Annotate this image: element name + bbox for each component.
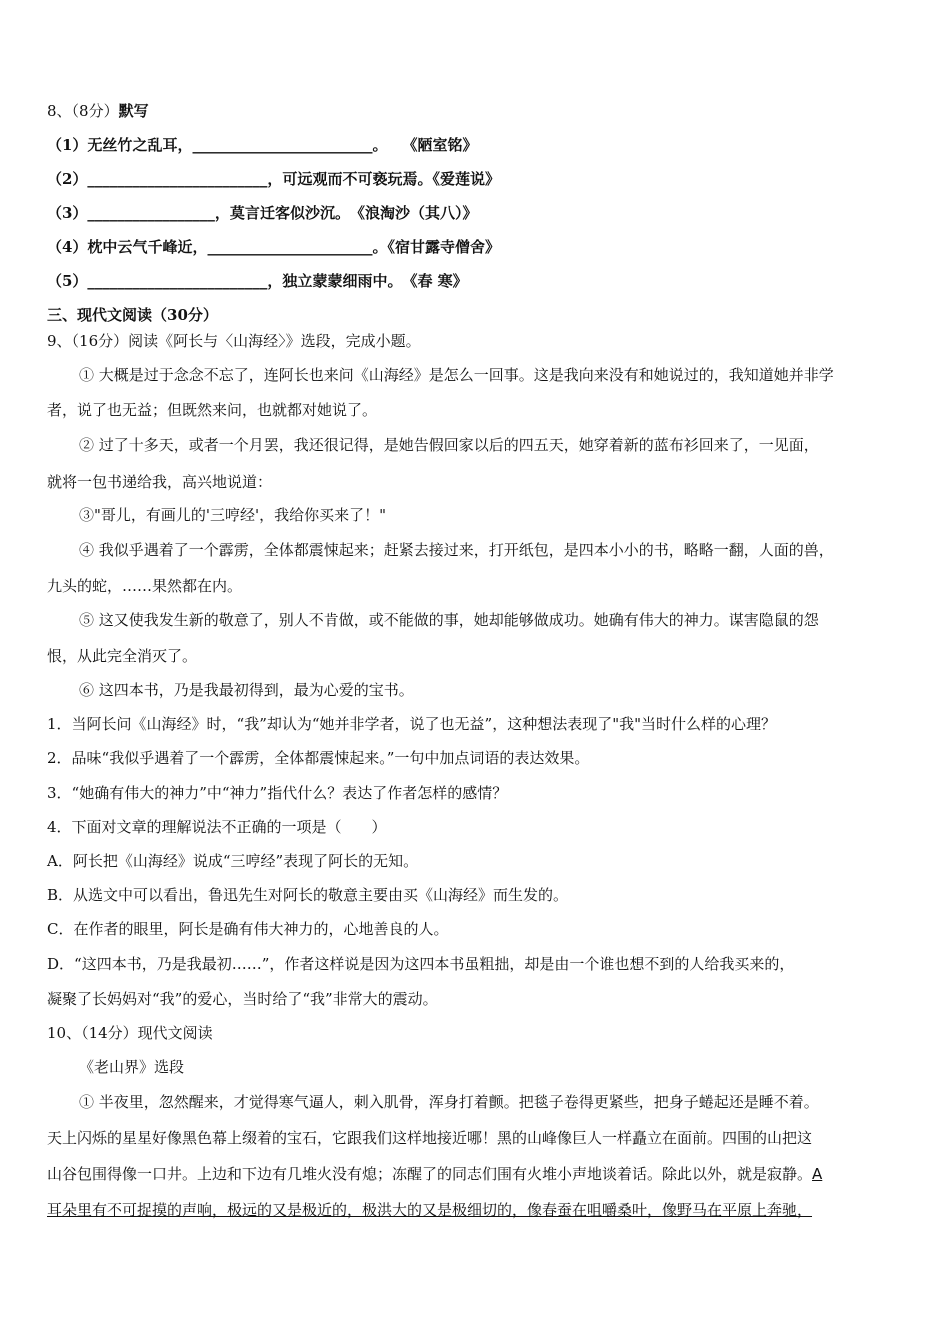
q8-title-prefix: 8、（8分） bbox=[47, 102, 119, 120]
q9-para6: ⑥ 这四本书，乃是我最初得到，最为心爱的宝书。 bbox=[79, 681, 414, 699]
q10-para1-line1: ① 半夜里，忽然醒来，才觉得寒气逼人，刺入肌骨，浑身打着颤。把毯子卷得更紧些，把身子蜷起还是睡不着。 bbox=[79, 1093, 819, 1111]
q9-para1-line2: 者，说了也无益；但既然来问，也就都对她说了。 bbox=[47, 401, 378, 419]
q10-title: 10、（14分）现代文阅读 bbox=[47, 1024, 213, 1042]
q10-para1-line3-text: 山谷包围得像一口井。上边和下边有几堆火没有熄；冻醒了的同志们围有火堆小声地谈着话。除此以外，就是寂静。 bbox=[47, 1165, 813, 1183]
q8-item-3: （3）_________________，莫言迁客似沙沉。 《浪淘沙（其八）》 bbox=[47, 204, 478, 222]
q9-para5-line2: 恨，从此完全消灭了。 bbox=[47, 647, 198, 665]
q9-para2-line1: ② 过了十多天，或者一个月罢，我还很记得，是她告假回家以后的四五天，她穿着新的蓝布衫回来了，一见面， bbox=[79, 436, 819, 454]
q10-para1-line2: 天上闪烁的星星好像黑色幕上缀着的宝石，它跟我们这样地接近哪！黑的山峰像巨人一样矗立在面前。四围的山把这 bbox=[47, 1129, 813, 1147]
q9-option-a: A．阿长把《山海经》说成“三哼经”表现了阿长的无知。 bbox=[47, 852, 419, 870]
q10-mark-a: A bbox=[812, 1165, 823, 1183]
q8-item-4: （4）枕中云气千峰近，______________________。《宿甘露寺僧舍》 bbox=[47, 238, 500, 256]
q8-title bbox=[47, 101, 149, 121]
q8-item-5: （5）________________________，独立蒙蒙细雨中。 《春 寒》 bbox=[47, 272, 468, 290]
q10-para1-line4: 耳朵里有不可捉摸的声响，极远的又是极近的，极洪大的又是极细切的，像春蚕在咀嚼桑叶，像野马在平原上奔驰， bbox=[47, 1201, 813, 1219]
q9-sub2: 2．品味“我似乎遇着了一个霹雳，全体都震悚起来。”一句中加点词语的表达效果。 bbox=[47, 749, 590, 767]
q9-para4-line1: ④ 我似乎遇着了一个霹雳，全体都震悚起来；赶紧去接过来，打开纸包，是四本小小的书，略略一翻，人面的兽， bbox=[79, 541, 834, 559]
q9-title: 9、（16分）阅读《阿长与〈山海经〉》选段，完成小题。 bbox=[47, 332, 421, 350]
q9-option-d-line1: D．“这四本书，乃是我最初……”，作者这样说是因为这四本书虽粗拙，却是由一个谁也想不到的人给我买来的， bbox=[47, 955, 795, 973]
q9-para1-line1: ① 大概是过于念念不忘了，连阿长也来问《山海经》是怎么一回事。这是我向来没有和她说过的，我知道她并非学 bbox=[79, 366, 834, 384]
q8-item-1: （1）无丝竹之乱耳，________________________。 《陋室铭》 bbox=[47, 136, 478, 154]
q9-para4-line2: 九头的蛇，……果然都在内。 bbox=[47, 577, 243, 595]
q9-sub1: 1．当阿长问《山海经》时，“我”却认为“她并非学者，说了也无益”，这种想法表现了"我"当时什么样的心理？ bbox=[47, 715, 777, 733]
q9-para5-line1: ⑤ 这又使我发生新的敬意了，别人不肯做，或不能做的事，她却能够做成功。她确有伟大的神力。谋害隐鼠的怨 bbox=[79, 611, 819, 629]
q9-para2-line2: 就将一包书递给我，高兴地说道： bbox=[47, 473, 273, 491]
q8-item-2: （2）________________________，可远观而不可亵玩焉。《爱莲说》 bbox=[47, 170, 500, 188]
q9-para3: ③"哥儿，有画儿的'三哼经'，我给你买来了！" bbox=[79, 506, 387, 524]
q10-source: 《老山界》选段 bbox=[79, 1058, 185, 1076]
q9-sub4: 4．下面对文章的理解说法不正确的一项是（ ） bbox=[47, 818, 387, 836]
section3-heading: 三、现代文阅读（30分） bbox=[47, 306, 218, 324]
q9-sub3: 3．“她确有伟大的神力”中“神力”指代什么？表达了作者怎样的感情？ bbox=[47, 784, 508, 802]
q9-option-d-line2: 凝聚了长妈妈对“我”的爱心，当时给了“我”非常大的震动。 bbox=[47, 990, 438, 1008]
q9-option-b: B．从选文中可以看出，鲁迅先生对阿长的敬意主要由买《山海经》而生发的。 bbox=[47, 886, 569, 904]
q8-title-bold: 默写 bbox=[118, 102, 149, 120]
q10-para1-line3 bbox=[47, 1164, 822, 1184]
q9-option-c: C．在作者的眼里，阿长是确有伟大神力的，心地善良的人。 bbox=[47, 920, 449, 938]
